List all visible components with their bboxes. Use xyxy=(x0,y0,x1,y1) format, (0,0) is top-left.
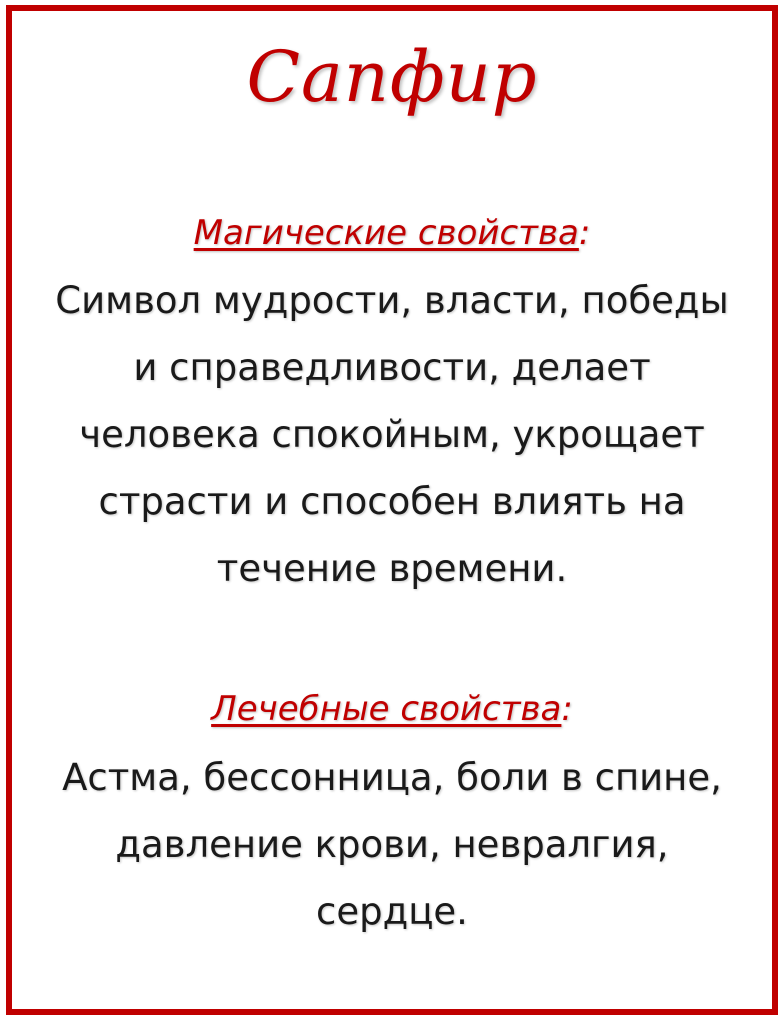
healing-properties-text xyxy=(22,744,762,945)
healing-properties-heading-text: Лечебные свойства xyxy=(211,689,562,729)
healing-line: сердце. xyxy=(316,890,468,933)
magic-properties-text xyxy=(22,267,762,602)
card-content xyxy=(12,11,772,1009)
page-title: Сапфир xyxy=(246,36,538,118)
magic-properties-heading-colon: : xyxy=(578,213,591,253)
magic-line: Символ мудрости, власти, победы xyxy=(55,279,729,322)
magic-line: и справедливости, делает xyxy=(133,346,651,389)
magic-line: течение времени. xyxy=(216,547,568,590)
magic-line: страсти и способен влиять на xyxy=(98,480,686,523)
magic-line: человека спокойным, укрощает xyxy=(79,413,705,456)
magic-properties-heading xyxy=(12,209,772,257)
healing-properties-heading xyxy=(12,685,772,733)
card-frame xyxy=(6,5,778,1015)
healing-line: давление крови, невралгия, xyxy=(115,823,669,866)
healing-line: Астма, бессонница, боли в спине, xyxy=(62,756,722,799)
healing-properties-heading-colon: : xyxy=(561,689,573,729)
magic-properties-heading-text: Магические свойства xyxy=(193,213,579,253)
